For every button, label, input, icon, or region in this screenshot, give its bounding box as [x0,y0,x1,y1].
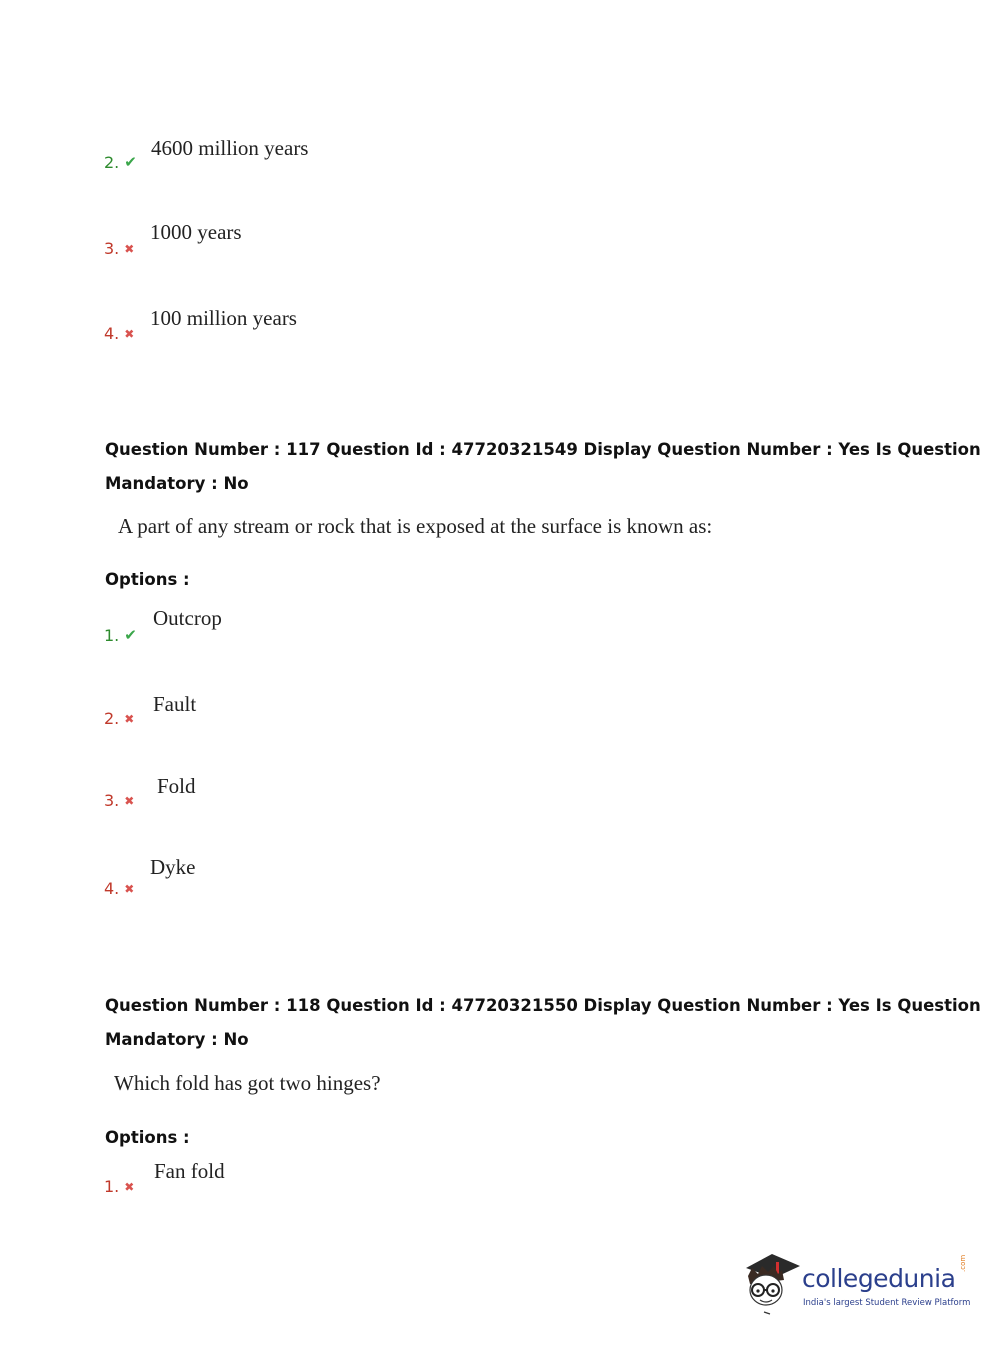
cross-icon: ✖ [124,242,135,256]
collegedunia-logo [742,1250,972,1322]
cross-icon: ✖ [124,712,135,726]
option-1-number: 1. ✔ [104,626,137,645]
option-1-number: 1. ✖ [104,1177,135,1196]
option-2-number: 2. ✔ [104,153,137,172]
option-4-number: 4. ✖ [104,879,135,898]
options-label: Options : [105,570,190,589]
question-118-mandatory: Mandatory : No [105,1030,249,1049]
logo-com: .com [959,1254,967,1272]
option-2-text: Fault [153,692,197,716]
logo-wordmark: collegedunia [802,1264,956,1293]
option-3-number: 3. ✖ [104,791,135,810]
question-117-header: Question Number : 117 Question Id : 47720321549 Display Question Number : Yes Is Question [105,440,981,459]
option-1-text: Outcrop [153,606,222,630]
question-118-header: Question Number : 118 Question Id : 47720321550 Display Question Number : Yes Is Question [105,996,981,1015]
option-3-text: Fold [157,774,196,798]
cross-icon: ✖ [124,794,135,808]
cross-icon: ✖ [124,327,135,341]
question-117-mandatory: Mandatory : No [105,474,249,493]
question-117-text: A part of any stream or rock that is exposed at the surface is known as: [118,514,713,538]
options-label: Options : [105,1128,190,1147]
option-4-text: 100 million years [150,306,297,330]
option-4-text: Dyke [150,855,196,879]
option-3-text: 1000 years [150,220,242,244]
logo-tagline: India's largest Student Review Platform [803,1298,971,1308]
option-2-number: 2. ✖ [104,709,135,728]
option-3-number: 3. ✖ [104,239,135,258]
question-118-text: Which fold has got two hinges? [114,1071,381,1095]
option-2-text: 4600 million years [151,136,309,160]
check-icon: ✔ [124,626,137,644]
cross-icon: ✖ [124,1180,135,1194]
mascot-icon [742,1250,804,1316]
check-icon: ✔ [124,153,137,171]
cross-icon: ✖ [124,882,135,896]
option-4-number: 4. ✖ [104,324,135,343]
option-1-text: Fan fold [154,1159,225,1183]
